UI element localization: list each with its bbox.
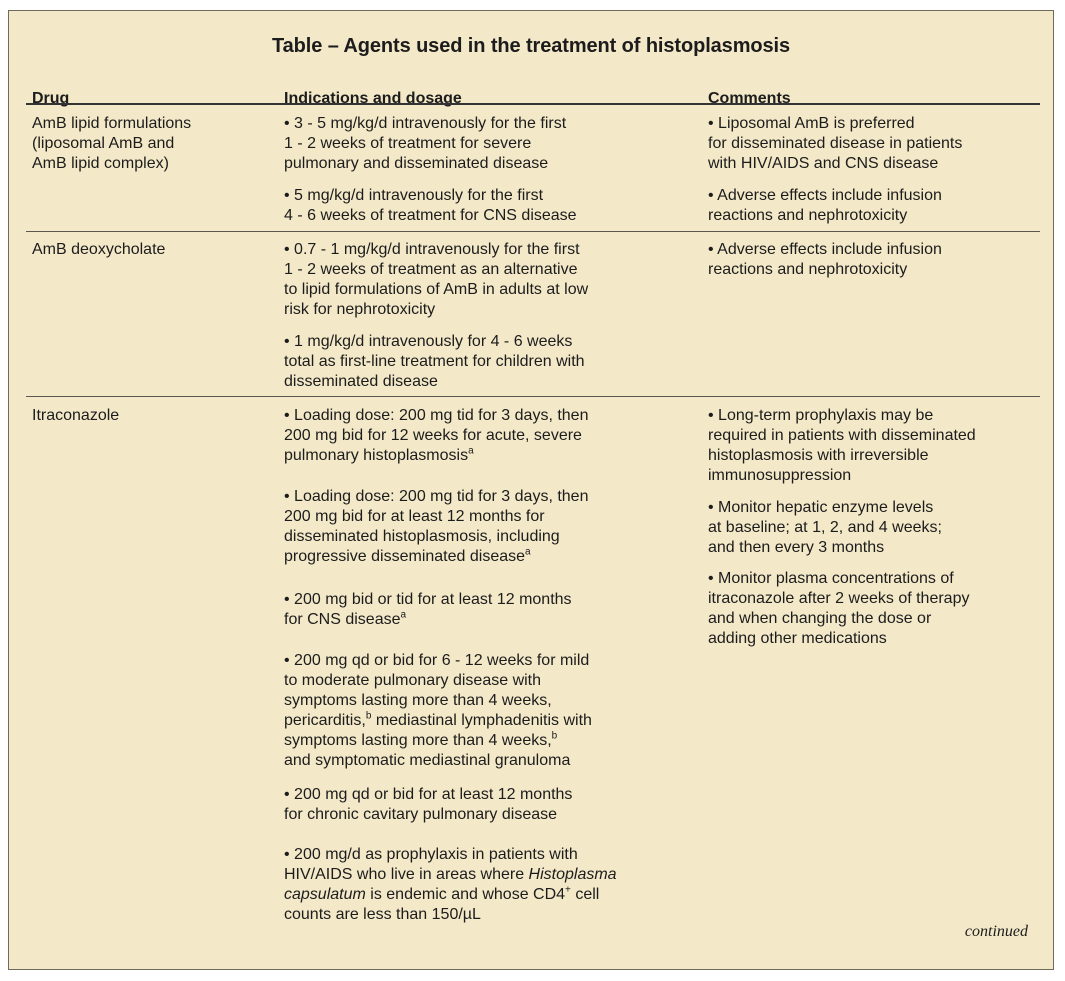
header-rule [26, 103, 1040, 105]
comment-line: • Monitor plasma concentrations of [708, 570, 954, 587]
drug-line: AmB deoxycholate [32, 241, 166, 258]
dosage-text: pericarditis, [284, 712, 366, 729]
dosage-text: mediastinal lymphadenitis with [371, 712, 592, 729]
dosage-text: pulmonary histoplasmosis [284, 447, 469, 464]
dosage-line: for chronic cavitary pulmonary disease [284, 806, 558, 823]
dosage-line: • 5 mg/kg/d intravenously for the first [284, 187, 544, 204]
dosage-text: HIV/AIDS who live in areas where [284, 866, 529, 883]
dosage-bullet [284, 186, 684, 226]
dosage-line: 1 - 2 weeks of treatment as an alternative [284, 261, 578, 278]
superscript-plus: + [565, 884, 571, 896]
dosage-line: • 3 - 5 mg/kg/d intravenously for the first [284, 115, 567, 132]
dosage-line [284, 731, 684, 751]
dosage-bullet [284, 240, 684, 320]
comment-bullet [708, 406, 1038, 486]
dosage-line [284, 885, 684, 905]
dosage-line: and symptomatic mediastinal granuloma [284, 752, 571, 769]
comment-line: reactions and nephrotoxicity [708, 261, 908, 278]
comment-line: and when changing the dose or [708, 610, 932, 627]
dosage-line: total as first-line treatment for children with [284, 353, 585, 370]
dosage-line [284, 610, 684, 630]
footnote-b: b [551, 730, 558, 742]
comment-line: with HIV/AIDS and CNS disease [708, 155, 939, 172]
comment-line: • Long-term prophylaxis may be [708, 407, 934, 424]
dosage-line: • 200 mg qd or bid for at least 12 months [284, 786, 573, 803]
comment-bullet [708, 569, 1038, 649]
comment-line: for disseminated disease in patients [708, 135, 963, 152]
drug-cell-amb-deoxycholate [32, 240, 262, 260]
dosage-text: is endemic and whose CD4 [365, 886, 566, 903]
drug-line: (liposomal AmB and [32, 135, 175, 152]
dosage-line: • 200 mg bid or tid for at least 12 months [284, 591, 572, 608]
comment-line: at baseline; at 1, 2, and 4 weeks; [708, 519, 942, 536]
dosage-line: disseminated histoplasmosis, including [284, 528, 560, 545]
drug-line: Itraconazole [32, 407, 120, 424]
comment-bullet [708, 240, 1038, 280]
dosage-line: • Loading dose: 200 mg tid for 3 days, then [284, 407, 589, 424]
footnote-b: b [365, 710, 372, 722]
drug-line: AmB lipid formulations [32, 115, 192, 132]
species-name: capsulatum [284, 886, 366, 903]
dosage-bullet [284, 785, 684, 825]
dosage-line [284, 711, 684, 731]
dosage-bullet [284, 406, 684, 466]
row-divider [26, 396, 1040, 397]
dosage-line: to moderate pulmonary disease with [284, 672, 542, 689]
header-indications-dosage: Indications and dosage [284, 90, 462, 107]
drug-cell-amb-lipid [32, 114, 262, 174]
species-name: Histoplasma [528, 866, 617, 883]
dosage-text: symptoms lasting more than 4 weeks, [284, 732, 552, 749]
dosage-bullet [284, 332, 684, 392]
dosage-text: progressive disseminated disease [284, 548, 526, 565]
comment-line: and then every 3 months [708, 539, 885, 556]
dosage-line [284, 865, 684, 885]
dosage-text: for CNS disease [284, 611, 401, 628]
dosage-line [284, 547, 684, 567]
comment-line: • Adverse effects include infusion [708, 241, 942, 258]
dosage-bullet [284, 590, 684, 630]
table-panel [8, 10, 1054, 970]
dosage-line: disseminated disease [284, 373, 438, 390]
comment-line: • Adverse effects include infusion [708, 187, 942, 204]
comment-line: reactions and nephrotoxicity [708, 207, 908, 224]
dosage-bullet [284, 114, 684, 174]
dosage-line: pulmonary and disseminated disease [284, 155, 549, 172]
dosage-line: risk for nephrotoxicity [284, 301, 436, 318]
dosage-line: to lipid formulations of AmB in adults at low [284, 281, 589, 298]
dosage-line: • 200 mg/d as prophylaxis in patients with [284, 846, 578, 863]
dosage-line: 1 - 2 weeks of treatment for severe [284, 135, 532, 152]
dosage-line: counts are less than 150/µL [284, 906, 481, 923]
drug-cell-itraconazole [32, 406, 262, 426]
drug-line: AmB lipid complex) [32, 155, 169, 172]
dosage-line: 200 mg bid for at least 12 months for [284, 508, 545, 525]
dosage-bullet [284, 487, 684, 567]
dosage-line: 200 mg bid for 12 weeks for acute, severe [284, 427, 582, 444]
comment-line: • Monitor hepatic enzyme levels [708, 499, 934, 516]
continued-label: continued [964, 923, 1028, 940]
header-drug: Drug [32, 90, 70, 107]
dosage-line [284, 446, 684, 466]
dosage-line: • 0.7 - 1 mg/kg/d intravenously for the first [284, 241, 580, 258]
header-comments: Comments [708, 90, 791, 107]
dosage-text: cell [570, 886, 600, 903]
dosage-bullet [284, 845, 684, 925]
comment-line: • Liposomal AmB is preferred [708, 115, 915, 132]
comment-line: immunosuppression [708, 467, 852, 484]
comment-line: adding other medications [708, 630, 887, 647]
dosage-line: 4 - 6 weeks of treatment for CNS disease [284, 207, 577, 224]
dosage-bullet [284, 651, 684, 771]
table-title: Table – Agents used in the treatment of histoplasmosis [271, 35, 791, 57]
row-divider [26, 231, 1040, 232]
dosage-line: symptoms lasting more than 4 weeks, [284, 692, 552, 709]
footnote-a: a [525, 546, 531, 558]
comment-line: histoplasmosis with irreversible [708, 447, 929, 464]
comment-line: required in patients with disseminated [708, 427, 976, 444]
footnote-a: a [400, 609, 407, 621]
dosage-line: • Loading dose: 200 mg tid for 3 days, then [284, 488, 589, 505]
dosage-line: • 200 mg qd or bid for 6 - 12 weeks for mild [284, 652, 590, 669]
footnote-a: a [468, 445, 474, 457]
comment-line: itraconazole after 2 weeks of therapy [708, 590, 970, 607]
comment-bullet [708, 498, 1038, 558]
comment-bullet [708, 186, 1038, 226]
comment-bullet [708, 114, 1038, 174]
dosage-line: • 1 mg/kg/d intravenously for 4 - 6 weeks [284, 333, 573, 350]
